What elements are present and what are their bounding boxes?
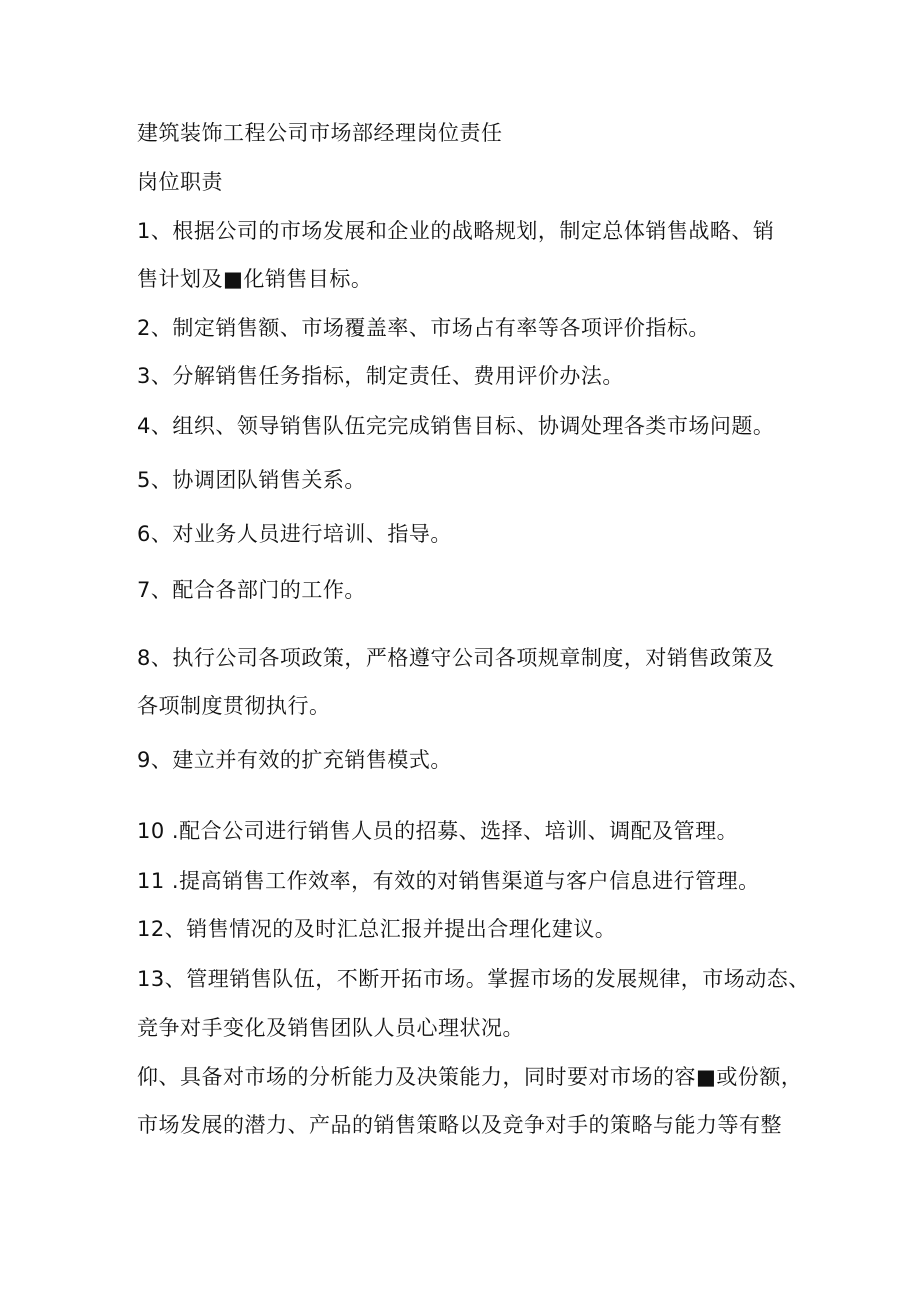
text-line: 10 .配合公司进行销售人员的招募、选择、培训、调配及管理。 [137, 819, 739, 843]
text-line: 各项制度贯彻执行。 [137, 694, 331, 718]
text-line: 7、配合各部门的工作。 [137, 578, 366, 602]
text-line: 6、对业务人员进行培训、指导。 [137, 522, 452, 546]
text-line: 13、管理销售队伍，不断开拓市场。掌握市场的发展规律，市场动态、 [137, 967, 810, 991]
text-line: 2、制定销售额、市场覆盖率、市场占有率等各项评价指标。 [137, 316, 710, 340]
section-heading: 岗位职责 [137, 170, 223, 194]
text-line: 4、组织、领导销售队伍完完成销售目标、协调处理各类市场问题。 [137, 414, 775, 438]
text-line: 市场发展的潜力、产品的销售策略以及竞争对手的策略与能力等有整 [137, 1113, 782, 1137]
text-line: 仰、具备对市场的分析能力及决策能力，同时要对市场的容■或份额， [137, 1065, 803, 1089]
document-title: 建筑装饰工程公司市场部经理岗位责任 [137, 121, 503, 145]
text-line: 竞争对手变化及销售团队人员心理状况。 [137, 1016, 524, 1040]
text-line: 5、协调团队销售关系。 [137, 468, 366, 492]
text-line: 9、建立并有效的扩充销售模式。 [137, 748, 452, 772]
text-line: 售计划及■化销售目标。 [137, 267, 373, 291]
text-line: 11 .提高销售工作效率，有效的对销售渠道与客户信息进行管理。 [137, 869, 760, 893]
text-line: 3、分解销售任务指标，制定责任、费用评价办法。 [137, 364, 624, 388]
text-line: 8、执行公司各项政策，严格遵守公司各项规章制度，对销售政策及 [137, 646, 775, 670]
text-line: 1、根据公司的市场发展和企业的战略规划，制定总体销售战略、销 [137, 219, 775, 243]
text-line: 12、销售情况的及时汇总汇报并提出合理化建议。 [137, 917, 617, 941]
